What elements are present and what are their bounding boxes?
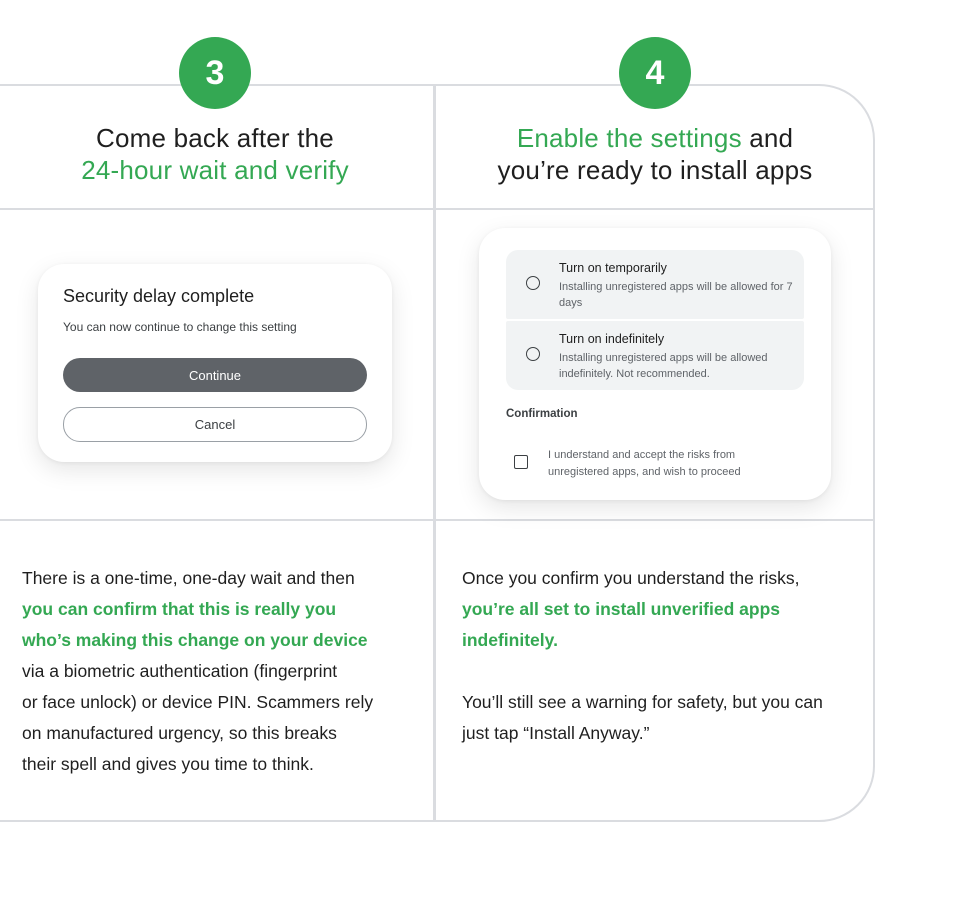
step-3-desc-highlight: you can confirm that this is really you (22, 599, 337, 619)
option-turn-on-temporarily[interactable] (506, 250, 804, 319)
step-3-description (22, 563, 422, 780)
option-turn-on-indefinitely[interactable] (506, 321, 804, 390)
install-settings-card (479, 228, 831, 500)
step-4-desc-spacer (462, 656, 867, 687)
continue-button[interactable]: Continue (63, 358, 367, 392)
step-4-desc-highlight: indefinitely. (462, 630, 558, 650)
cancel-button[interactable]: Cancel (63, 407, 367, 442)
step-3-title-line2: 24-hour wait and verify (81, 155, 349, 185)
step-4-description (462, 563, 867, 749)
grid-divider-vertical (433, 84, 436, 822)
radio-indefinitely[interactable] (526, 347, 540, 361)
step-3-desc-line: or face unlock) or device PIN. Scammers rely (22, 692, 374, 712)
step-4-desc-line: Once you confirm you understand the risks, (462, 568, 800, 588)
step-3-desc-highlight: who’s making this change on your device (22, 630, 368, 650)
step-4-desc-line: just tap “Install Anyway.” (462, 723, 650, 743)
radio-temporarily[interactable] (526, 276, 540, 290)
step-3-title (0, 122, 430, 186)
step-4-title-rest: and (741, 123, 794, 153)
security-delay-dialog (38, 264, 392, 462)
option-temporarily-label: Turn on temporarily (559, 261, 667, 275)
step-4-title-line1 (437, 122, 873, 154)
grid-divider-header (0, 208, 875, 210)
dialog-title: Security delay complete (63, 286, 255, 306)
step-3-desc-line: on manufactured urgency, so this breaks (22, 723, 337, 743)
step-4-title-green: Enable the settings (516, 123, 742, 153)
step-3-title-line1: Come back after the (96, 123, 334, 153)
step-4-title (437, 122, 873, 186)
step-3-badge: 3 (179, 37, 251, 109)
option-indefinitely-desc: Installing unregistered apps will be allowed indefinitely. Not recommended. (559, 352, 768, 380)
step-4-title-line2: you’re ready to install apps (497, 155, 813, 185)
grid-divider-body (0, 519, 875, 521)
step-4-desc-line: You’ll still see a warning for safety, but you can (462, 692, 823, 712)
step-4-badge: 4 (619, 37, 691, 109)
option-temporarily-desc: Installing unregistered apps will be allowed for 7 days (559, 281, 793, 309)
dialog-body-text: You can now continue to change this setting (63, 320, 297, 334)
step-4-desc-highlight: you’re all set to install unverified apps (462, 599, 780, 619)
step-3-desc-line: There is a one-time, one-day wait and then (22, 568, 355, 588)
confirmation-heading: Confirmation (506, 408, 578, 420)
step-3-desc-line: their spell and gives you time to think. (22, 754, 314, 774)
step-3-desc-line: via a biometric authentication (fingerprint (22, 661, 338, 681)
accept-risks-checkbox[interactable] (514, 455, 528, 469)
option-indefinitely-label: Turn on indefinitely (559, 332, 665, 346)
accept-risks-text: I understand and accept the risks from unregistered apps, and wish to proceed (548, 449, 741, 478)
